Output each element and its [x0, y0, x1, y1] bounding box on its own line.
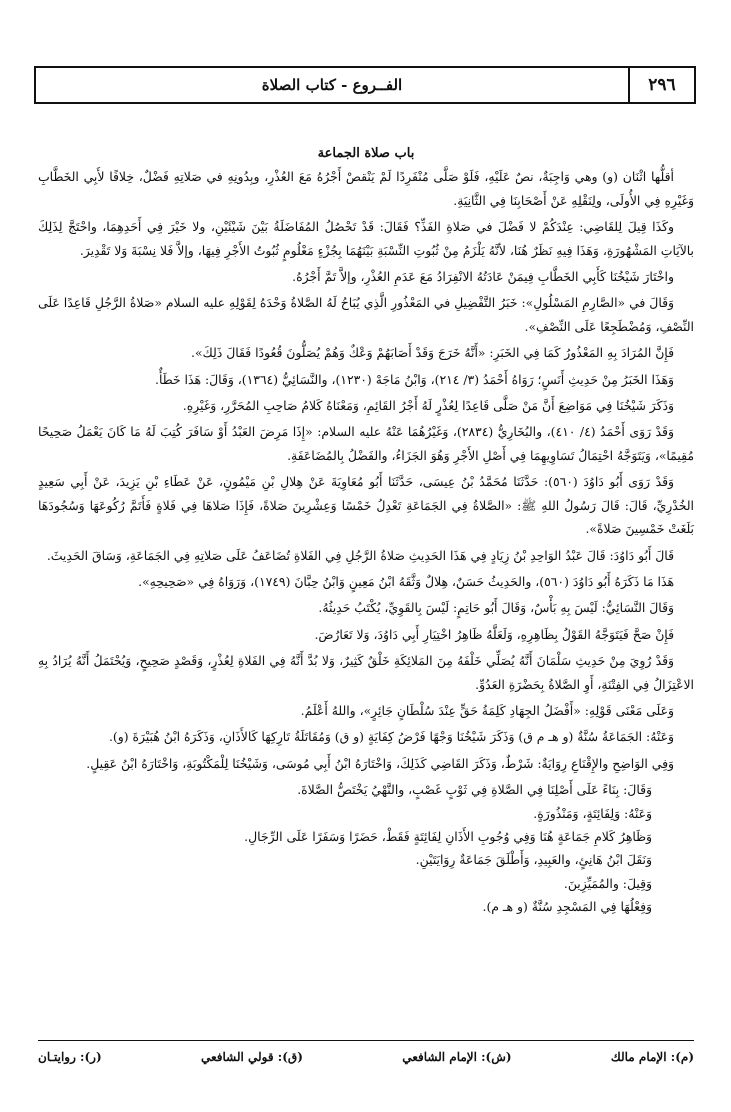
key-shafii-qawl: (ق): قولي الشافعي: [200, 1050, 303, 1064]
key-malik: (م): الإمام مالك: [610, 1050, 694, 1064]
paragraph: هَذَا مَا ذَكَرَهُ أَبُو دَاوُدَ (٥٦٠)، والحَدِيثُ حَسَنٌ، هِلالٌ وَثَّقَهُ ابْنُ مَعِينٍ وَابْنُ حِبَّانَ (١٧٤٩)، وَرَوَاهُ فِي «صَحِيحِهِ».: [138, 573, 674, 589]
paragraph: وَعَلَى مَعْنَى قَوْلِهِ: «أَفْضَلُ الجِهَادِ كَلِمَةُ حَقٍّ عِنْدَ سُلْطَانٍ جَائِرٍ»، واللهُ أَعْلَمُ.: [300, 702, 674, 718]
page-body: [38, 142, 694, 919]
page-header: [34, 66, 696, 104]
paragraph: واخْتَارَ شَيْخُنَا كَأَبِي الخَطَّابِ فِيمَنْ عَادَتُهُ الانْفِرَادُ مَعَ عَدَمِ العُذْرِ، وإلاَّ تَمَّ أَجْرُهُ.: [292, 269, 674, 285]
footer-divider: [38, 1040, 694, 1041]
paragraph: وَقَدْ رُوِيَ مِنْ حَدِيثِ سَلْمَانَ أَنَّهُ يُصَلِّي خَلْفَهُ مِنَ المَلائِكَةِ خَلْقٌ كَثِيرٌ، وَلا بُدَّ أَنَّهُ فِي الفَلاةِ لِعُذْرٍ، وَقَصْدٍ صَحِيحٍ، وَيُحْتَمَلُ أَنَّهُ يُرَادُ بِهِ الاعْتِزَالُ فِي الفِتْنَةِ، أَوِ الصَّلاةُ بِحَضْرَةِ العَدُوِّ.: [38, 653, 694, 692]
abbreviation-key: [38, 1050, 694, 1064]
paragraph: وَفِي الوَاضِحِ والإِقْنَاعِ رِوَايَةٌ: شَرْطٌ، وَذَكَرَ القَاضِي كَذَلِكَ، وَاخْتَارَهُ ابْنُ أَبِي مُوسَى، وَشَيْخُنَا لِلْمَكْتُوبَةِ، وَاخْتَارَهُ ابْنُ عَقِيلٍ.: [86, 755, 674, 771]
paragraph: وكَذَا قِيلَ لِلقَاضِي: عِنْدَكُمْ لا فَضْلَ في صَلاةِ الفَذِّ؟ فَقَالَ: قَدْ تَحْصُلُ المُفَاضَلَةُ بَيْنَ شَيْئَيْنِ، ولا خَيْرَ فِي أَحَدِهِمَا، واحْتَجَّ لِذَلِكَ بالآيَاتِ المَشْهُورَةِ، وَهَذَا فِيهِ نَظَرٌ هُنَا، لأنَّهُ يَلْزَمُ مِنْ ثُبُوتِ النِّسْبَةِ بَيْنَهُمَا بِجُزْءٍ مَعْلُومٍ ثُبُوتُ الأَجْرِ فِيهَا، وإلاَّ فَلا نِسْبَةَ وَلا تَقْدِيرَ.: [38, 219, 694, 258]
section-title: باب صلاة الجماعة: [317, 146, 415, 161]
paragraph: وَقَدْ رَوَى أَبُو دَاوُدَ (٥٦٠): حَدَّثَنَا مُحَمَّدُ بْنُ عِيسَى، حَدَّثَنَا أَبُو مُعَاوِيَةَ عَنْ هِلالِ بْنِ مَيْمُونٍ، عَنْ عَطَاءِ بْنِ يَزِيدَ، عَنْ أَبِي سَعِيدٍ الخُدْرِيِّ، قَالَ: قَالَ رَسُولُ اللهِ ﷺ: «الصَّلاةُ فِي الجَمَاعَةِ تَعْدِلُ خَمْسًا وَعِشْرِينَ صَلاةً، فَإِذَا صَلاهَا فِي فَلاةٍ فَأَتَمَّ رُكُوعَهَا وَسُجُودَهَا بَلَغَتْ خَمْسِينَ صَلاةً».: [38, 474, 694, 537]
paragraph: وَهَذَا الخَبَرُ مِنْ حَدِيثِ أَنَسٍ؛ رَوَاهُ أَحْمَدُ (٣/ ٢١٤)، وَابْنُ مَاجَهْ (١٢٣٠)، والنَّسَائِيُّ (١٣٦٤)، وَقَالَ: هَذَا خَطَأٌ.: [155, 371, 674, 387]
list-line: وَقَالَ: بِنَاءً عَلَى أَصْلِنَا فِي الصَّلاةِ فِي ثَوْبٍ غَصْبٍ، والنَّهْيُ يَخْتَصُّ الصَّلاةَ.: [297, 782, 652, 798]
key-shafii: (ش): الإمام الشافعي: [402, 1050, 512, 1064]
list-line: وَعَنْهُ: وَلِفَائِتَةٍ، وَمَنْذُورَةٍ.: [533, 805, 652, 821]
paragraph: وَقَالَ في «الصَّارِمِ المَسْلُولِ»: خَبَرُ التَّفْضِيلِ في المَعْذُورِ الَّذِي يُبَاحُ لَهُ الصَّلاةُ وَحْدَهُ لِقَوْلِهِ عليه السلام «صَلاةُ الرَّجُلِ قَاعِدًا عَلَى النِّصْفِ، وَمُضْطَجِعًا عَلَى النِّصْفِ».: [38, 295, 694, 334]
running-title: الفــروع - كتاب الصلاة: [261, 76, 403, 94]
paragraph: وَعَنْهُ: الجَمَاعَةُ سُنَّةٌ (و هـ م ق) وَذَكَرَ شَيْخُنَا وَجْهًا فَرْضُ كِفَايَةٍ (و ق) وَمُقَاتَلَةُ تَارِكِهَا كَالأَذَانِ، وَذَكَرَهُ ابْنُ هُبَيْرَةَ (و).: [108, 729, 674, 745]
paragraph: وَذَكَرَ شَيْخُنَا فِي مَوَاضِعَ أَنَّ مَنْ صَلَّى قَاعِدًا لِعُذْرٍ لَهُ أَجْرُ القَائِمِ، وَمَعْنَاهُ كَلامُ صَاحِبِ المُحَرَّرِ، وَغَيْرِهِ.: [182, 398, 674, 414]
paragraph: قَالَ أَبُو دَاوُدَ: قَالَ عَبْدُ الوَاحِدِ بْنُ زِيَادٍ فِي هَذَا الحَدِيثِ صَلاةُ الرَّجُلِ فِي الفَلاةِ تُضَاعَفُ عَلَى صَلاتِهِ فِي الجَمَاعَةِ، وَسَاقَ الحَدِيثَ.: [46, 547, 674, 563]
list-line: وَظَاهِرُ كَلامِ جَمَاعَةٍ هُنَا وَفِي وُجُوبِ الأَذَانِ لِفَائِتَةٍ فَقَطْ، حَضَرًا وَسَفَرًا عَلَى الرِّجَالِ.: [244, 828, 652, 844]
paragraph: وَقَدْ رَوَى أَحْمَدُ (٤/ ٤١٠)، والبُخَارِيُّ (٢٨٣٤)، وَغَيْرُهُمَا عَنْهُ عليه السلام: «إِذَا مَرِضَ العَبْدُ أَوْ سَافَرَ كُتِبَ لَهُ مَا كَانَ يَعْمَلُ صَحِيحًا مُقِيمًا»، وَيَتَوَجَّهُ احْتِمَالُ تَسَاوِيهِمَا فِي أَصْلِ الأَجْرِ وَهُوَ الجَزَاءُ، والفَضْلُ بِالمُضَاعَفَةِ.: [38, 424, 694, 463]
list-line: وَقِيلَ: والمُمَيِّزِينَ.: [563, 875, 652, 891]
key-riwayatan: (ر): روايتـان: [38, 1050, 102, 1064]
paragraph: وَقَالَ النَّسَائِيُّ: لَيْسَ بِهِ بَأْسٌ، وَقَالَ أَبُو حَاتِمٍ: لَيْسَ بِالقَوِيِّ، يُكْتَبُ حَدِيثُهُ.: [318, 600, 674, 616]
paragraph: أقلُّها اثْنَان (و) وهي وَاجِبَةٌ، نصٌ عَلَيْهِ، فَلَوْ صَلَّى مُنْفَرِدًا لَمْ يَنْقصْ أَجْرُهُ مَعَ العُذْرِ، وبِدُونِهِ في صَلاتِهِ فَضْلٌ، خِلافًا لأَبِي الخَطَّابِ وَغَيْرِهِ فِي الأُولَى، ولِنَقْلِهِ عَنْ أَصْحَابِنَا فِي الثَّانِيَةِ.: [38, 169, 694, 208]
page-number: ٢٩٦: [628, 68, 694, 102]
paragraph: فَإِنْ صَحَّ فَيَتَوَجَّهُ القَوْلُ بِظَاهِرِهِ، وَلَعَلَّهُ ظَاهِرُ اخْتِيَارِ أَبِي دَاوُدَ، وَلا تَعَارُضَ.: [314, 626, 674, 642]
paragraph: فَإِنَّ المُرَادَ بِهِ المَعْذُورُ كَمَا فِي الخَبَرِ: «أَنَّهُ خَرَجَ وَقَدْ أَصَابَهُمْ وَعْكٌ وَهُمْ يُصَلُّونَ قُعُودًا فَقَالَ ذَلِكَ».: [191, 345, 674, 361]
list-line: وَنَقَلَ ابْنُ هَانِئٍ، والعَبِيدِ، وَأَطْلَقَ جَمَاعَةٌ رِوَايَتَيْنِ.: [415, 852, 652, 868]
list-line: وَفِعْلُهَا فِي المَسْجِدِ سُنَّةٌ (و هـ م).: [482, 899, 652, 915]
